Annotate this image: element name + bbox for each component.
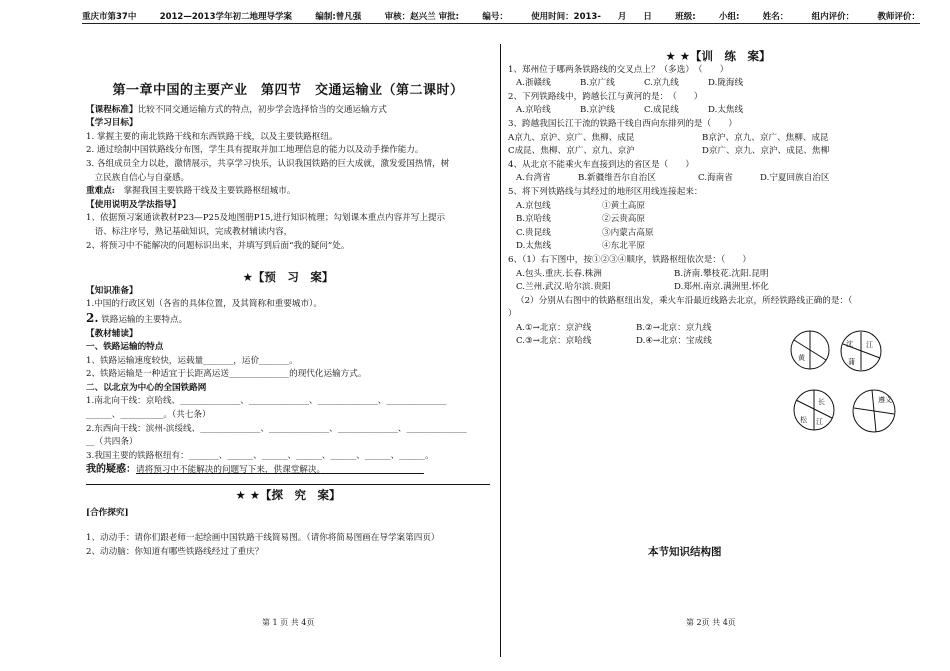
map-label-8: 江 xyxy=(816,418,823,426)
q3: 3、跨越我国长江干流的铁路干线自西向东排列的是（ ） xyxy=(508,118,737,129)
q2: 2、下列铁路线中，跨越长江与黄河的是： （ ） xyxy=(508,91,703,102)
section-2c: 2.东西向干线：滨州-滨绥线、______________、______________、______________、______________ xyxy=(86,423,467,434)
key-text: 掌握我国主要铁路干线及主要铁路枢纽城市。 xyxy=(123,186,296,197)
preview-title: ★【预 习 案】 xyxy=(242,270,334,285)
q5: 5、将下列铁路线与其经过的地形区用线连接起来： xyxy=(508,186,703,197)
class-label: 班级: xyxy=(675,12,696,22)
q4-b: B.新疆维吾尔自治区 xyxy=(578,173,656,184)
q3-row1 xyxy=(508,132,928,146)
q6-b: B.济南.攀枝花.沈阳.昆明 xyxy=(674,268,769,279)
q5-left-b: B.京哈线 xyxy=(516,214,551,225)
goal-3: 3. 各组成员全力以赴，激情展示，共享学习快乐，认识我国铁路的巨大成就，激发爱国热情，树 xyxy=(86,158,450,169)
q6-c: C.兰州.武汉.哈尔滨.贵阳 xyxy=(516,282,611,293)
right-footer: 第 2页 共 4页 xyxy=(686,618,736,627)
q6-2b: B.②→北京：京九线 xyxy=(636,322,712,333)
section-2a: 1.南北向干线：京哈线、______________、______________、______________、______________ xyxy=(86,396,447,407)
explore-title: ★ ★【探 究 案】 xyxy=(235,488,341,503)
q5-pair-2 xyxy=(508,213,928,227)
teacher-eval-label: 教师评价： xyxy=(877,12,920,22)
railway-hub-diagram xyxy=(788,330,926,434)
coop-label: [合作探究] xyxy=(86,507,129,518)
section-1b: 2、铁路运输是一种适宜于长距离运送______________的现代化运输方式。 xyxy=(86,369,367,380)
q1-d: D.陇海线 xyxy=(708,78,744,89)
q5-left-a: A.京包线 xyxy=(516,200,551,211)
goal-3-cont: 立民族自信心与自豪感。 xyxy=(86,172,190,183)
map-label-7: 松 xyxy=(800,416,807,424)
map-label-6: 遵义 xyxy=(878,396,892,404)
q4-options xyxy=(508,172,928,186)
page-divider xyxy=(500,44,501,657)
q3-row2 xyxy=(508,145,928,159)
section-2b: ______、__________。（共七条） xyxy=(86,410,211,421)
q4: 4、从北京不能乘火车直接到达的省区是（ ） xyxy=(508,159,694,170)
q5-left-c: C.贵昆线 xyxy=(516,227,551,238)
q1: 1、郑州位于哪两条铁路线的交叉点上？（多选） （ ） xyxy=(508,64,729,75)
number-label: 编号： xyxy=(482,12,508,22)
map-label-2: 沈 xyxy=(846,340,853,348)
name-label: 姓名： xyxy=(762,12,789,22)
q6-part2: （2）分别从右图中的铁路枢纽出发，乘火车沿最近线路去北京，所经铁路线正确的是：（ xyxy=(516,295,853,306)
reviewer-label: 审核：赵兴兰 审批: xyxy=(384,12,459,22)
q1-a: A.浙赣线 xyxy=(516,78,551,89)
q1-options xyxy=(508,77,928,91)
section-1-title: 一、铁路运输的特点 xyxy=(86,342,164,353)
standard-label: 【课程标准】 xyxy=(86,104,138,115)
q3-b: B京沪、京九、京广、焦柳、成昆 xyxy=(702,132,829,143)
left-footer: 第 1 页 共 4页 xyxy=(262,618,315,627)
usage-2: 2、将预习中不能解决的问题标识出来，并填写到后面“我的疑问”处。 xyxy=(86,240,350,251)
q6-2a: A.①→北京：京沪线 xyxy=(516,322,592,333)
prep-1: 1.中国的行政区划（各省的具体位置，及其简称和重要城市）。 xyxy=(86,299,322,310)
section-2-title: 二、以北京为中心的全国铁路网 xyxy=(86,382,207,393)
q2-a: A.京哈线 xyxy=(516,105,551,116)
map-label-5: 长 xyxy=(818,398,825,406)
divider-line xyxy=(86,484,490,485)
q2-b: B.京沪线 xyxy=(580,105,615,116)
section-2e: 3.我国主要的铁路枢纽有：_______、______、______、______、______、______、______。 xyxy=(86,450,434,461)
q6-2d: D.④→北京：宝成线 xyxy=(636,336,712,347)
left-page xyxy=(86,64,490,559)
usage-label: 【使用说明及学法指导】 xyxy=(86,199,181,210)
editor-label: 编制:曾凡强 xyxy=(315,12,362,22)
term-label: 2012—2013学年初二地理导学案 xyxy=(159,12,293,22)
q6: 6、（1）右下图中，按①②③④顺序，铁路枢纽依次是：（ ） xyxy=(508,254,751,265)
usage-1: 1、依据预习案通读教材P23—P25及地图册P15,进行知识梳理；勾划课本重点内容并写上提示 xyxy=(86,213,446,224)
key-label: 重难点: xyxy=(86,186,115,197)
goals-label: 【学习目标】 xyxy=(86,118,138,129)
q6-2c: C.③→北京：京哈线 xyxy=(516,336,592,347)
usage-1-cont: 语、标注序号，熟记基础知识，完成教材辅读内容， xyxy=(86,226,293,237)
q5-left-d: D.太焦线 xyxy=(516,241,552,252)
q3-d: D京广、京九、京沪、成昆、焦柳 xyxy=(702,146,830,157)
lesson-title: 第一章中国的主要产业 第四节 交通运输业（第二课时） xyxy=(112,83,464,98)
q5-right-1: ①黄土高原 xyxy=(602,200,645,211)
section-2d: __（共四条） xyxy=(86,437,138,448)
date-label: 使用时间：2013- 月 日 xyxy=(531,12,652,22)
explore-2: 2、动动脑：你知道有哪些铁路线经过了重庆？ xyxy=(86,546,264,557)
map-label-3: 江 xyxy=(866,341,873,349)
q5-pair-4 xyxy=(508,240,928,254)
q6-row1 xyxy=(508,268,928,282)
q5-pair-1 xyxy=(508,200,928,214)
standard-text: 比较不同交通运输方式的特点，初步学会选择恰当的交通运输方式 xyxy=(137,104,387,115)
map-label-1: 黄 xyxy=(798,354,805,362)
goal-1: 1. 掌握主要的南北铁路干线和东西铁路干线，以及主要铁路枢纽。 xyxy=(86,131,338,142)
group-eval-label: 组内评价： xyxy=(811,12,855,22)
knowledge-graph-title: 本节知识结构图 xyxy=(648,546,722,558)
school-name: 重庆市第37中 xyxy=(82,12,137,22)
right-page xyxy=(508,50,928,349)
q5-pair-3 xyxy=(508,227,928,241)
group-label: 小组: xyxy=(718,12,740,22)
doubt-label: 我的疑惑： xyxy=(86,464,136,476)
goal-2: 2. 通过绘制中国铁路线分布图，学生具有提取并加工地理信息的能力以及动手操作能力。 xyxy=(86,145,424,156)
train-title: ★ ★【训 练 案】 xyxy=(665,49,771,63)
q3-a: A京九、京沪、京广、焦柳、成昆 xyxy=(508,132,635,143)
q6-a: A.包头.重庆.长春.株洲 xyxy=(516,268,602,279)
doubt-text: 请将预习中不能解决的问题写下来，供课堂解决。 xyxy=(136,465,321,476)
q6-d: D.郑州.南京.满洲里.怀化 xyxy=(674,282,769,293)
q6-part2-close: ） xyxy=(508,309,517,320)
prep-2: 铁路运输的主要特点。 xyxy=(101,314,188,325)
q4-c: C.海南省 xyxy=(698,173,733,184)
explore-1: 1、动动手：请你们跟老师一起绘画中国铁路干线简易图。（请你将简易图画在导学案第四页） xyxy=(86,533,440,544)
q5-right-4: ④东北平原 xyxy=(602,241,645,252)
q2-options xyxy=(508,104,928,118)
page-header xyxy=(82,10,920,24)
q2-d: D.太焦线 xyxy=(708,105,744,116)
q6-row2 xyxy=(508,281,928,295)
q1-b: B.京广线 xyxy=(580,78,615,89)
section-1a: 1、铁路运输速度较快，运载量_______，运价_______。 xyxy=(86,355,298,366)
map-label-4: 蒲 xyxy=(848,358,855,366)
q2-c: C.成昆线 xyxy=(644,105,679,116)
aux-label: 【教材辅读】 xyxy=(86,328,138,339)
q5-right-2: ②云贵高原 xyxy=(602,214,645,225)
prep-2-num: 2. xyxy=(86,310,99,325)
q5-right-3: ③内蒙古高原 xyxy=(602,227,654,238)
prep-label: 【知识准备】 xyxy=(86,285,138,296)
q3-c: C成昆、焦柳、京广、京九、京沪 xyxy=(508,146,635,157)
q1-c: C.京九线 xyxy=(644,78,679,89)
q4-a: A.台湾省 xyxy=(516,173,551,184)
q4-d: D.宁夏回族自治区 xyxy=(760,173,830,184)
